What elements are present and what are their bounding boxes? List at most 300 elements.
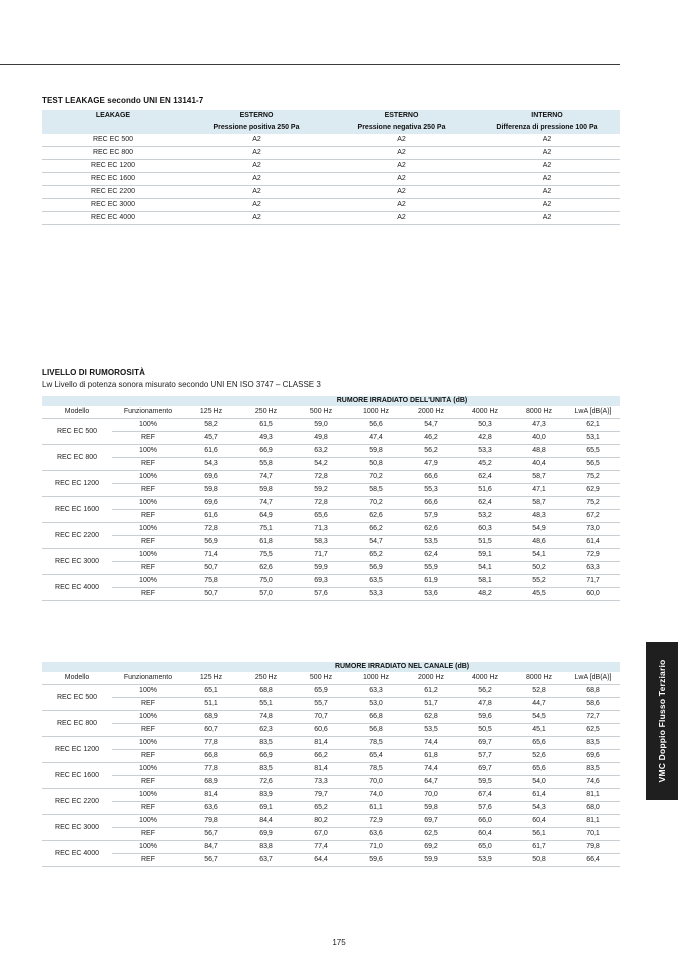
table-row (42, 134, 620, 147)
value-cell: 55,9 (404, 562, 458, 575)
model-cell: REC EC 800 (42, 711, 112, 737)
model-cell: REC EC 3000 (42, 549, 112, 575)
noise-unit-group-spacer (42, 396, 184, 406)
value-cell: 55,7 (294, 698, 348, 711)
value-cell: 62,6 (238, 562, 294, 575)
value-cell: 65,6 (512, 763, 566, 776)
table-row (42, 802, 620, 815)
leakage-class-cell: A2 (329, 199, 474, 212)
value-cell: 62,8 (404, 711, 458, 724)
value-cell: 53,3 (348, 588, 404, 601)
mode-cell: REF (112, 484, 184, 497)
value-cell: 75,1 (238, 523, 294, 536)
table-row (42, 173, 620, 186)
value-cell: 67,2 (566, 510, 620, 523)
value-cell: 59,8 (348, 445, 404, 458)
mode-cell: 100% (112, 497, 184, 510)
value-cell: 51,1 (184, 698, 238, 711)
leakage-class-cell: A2 (474, 160, 620, 173)
value-cell: 69,9 (238, 828, 294, 841)
value-cell: 45,1 (512, 724, 566, 737)
noise-unit-group-header: RUMORE IRRADIATO DELL'UNITÀ (dB) (184, 396, 620, 406)
column-header: 250 Hz (238, 672, 294, 685)
value-cell: 54,9 (512, 523, 566, 536)
table-row (42, 458, 620, 471)
value-cell: 65,0 (458, 841, 512, 854)
value-cell: 56,2 (404, 445, 458, 458)
value-cell: 58,2 (184, 419, 238, 432)
value-cell: 61,4 (512, 789, 566, 802)
value-cell: 66,2 (294, 750, 348, 763)
value-cell: 69,6 (566, 750, 620, 763)
mode-cell: REF (112, 698, 184, 711)
model-cell: REC EC 500 (42, 685, 112, 711)
value-cell: 47,4 (348, 432, 404, 445)
value-cell: 69,2 (404, 841, 458, 854)
value-cell: 40,4 (512, 458, 566, 471)
value-cell: 53,9 (458, 854, 512, 867)
value-cell: 49,8 (294, 432, 348, 445)
value-cell: 57,6 (294, 588, 348, 601)
value-cell: 60,4 (458, 828, 512, 841)
value-cell: 65,5 (566, 445, 620, 458)
value-cell: 62,6 (404, 523, 458, 536)
value-cell: 63,2 (294, 445, 348, 458)
table-row (42, 523, 620, 536)
value-cell: 56,9 (184, 536, 238, 549)
value-cell: 81,1 (566, 815, 620, 828)
value-cell: 68,8 (566, 685, 620, 698)
column-header: 4000 Hz (458, 406, 512, 419)
table-row (42, 789, 620, 802)
value-cell: 53,3 (458, 445, 512, 458)
leakage-class-cell: A2 (329, 147, 474, 160)
value-cell: 72,8 (294, 471, 348, 484)
value-cell: 56,6 (348, 419, 404, 432)
mode-cell: 100% (112, 471, 184, 484)
value-cell: 53,5 (404, 724, 458, 737)
value-cell: 56,7 (184, 828, 238, 841)
value-cell: 49,3 (238, 432, 294, 445)
model-cell: REC EC 1600 (42, 497, 112, 523)
table-row (42, 698, 620, 711)
table-row (42, 575, 620, 588)
mode-cell: REF (112, 458, 184, 471)
mode-cell: REF (112, 536, 184, 549)
table-row (42, 212, 620, 225)
leakage-class-cell: A2 (329, 186, 474, 199)
noise-duct-group-row (42, 662, 620, 672)
value-cell: 59,8 (238, 484, 294, 497)
value-cell: 61,2 (404, 685, 458, 698)
value-cell: 58,7 (512, 471, 566, 484)
value-cell: 47,1 (512, 484, 566, 497)
value-cell: 75,2 (566, 471, 620, 484)
value-cell: 62,1 (566, 419, 620, 432)
value-cell: 66,9 (238, 750, 294, 763)
value-cell: 66,8 (348, 711, 404, 724)
value-cell: 62,3 (238, 724, 294, 737)
value-cell: 64,4 (294, 854, 348, 867)
leakage-subheader: Pressione positiva 250 Pa (184, 122, 329, 134)
noise-duct-table (42, 662, 620, 867)
column-header: Funzionamento (112, 672, 184, 685)
value-cell: 62,6 (348, 510, 404, 523)
value-cell: 63,7 (238, 854, 294, 867)
value-cell: 72,6 (238, 776, 294, 789)
value-cell: 65,2 (294, 802, 348, 815)
mode-cell: 100% (112, 815, 184, 828)
table-row (42, 419, 620, 432)
value-cell: 75,5 (238, 549, 294, 562)
column-header: 2000 Hz (404, 672, 458, 685)
value-cell: 66,6 (404, 471, 458, 484)
value-cell: 61,5 (238, 419, 294, 432)
value-cell: 59,5 (458, 776, 512, 789)
leakage-class-cell: A2 (474, 134, 620, 147)
model-cell: REC EC 500 (42, 419, 112, 445)
value-cell: 54,3 (512, 802, 566, 815)
noise-duct-column-row (42, 672, 620, 685)
value-cell: 83,9 (238, 789, 294, 802)
value-cell: 55,2 (512, 575, 566, 588)
column-header: 8000 Hz (512, 672, 566, 685)
value-cell: 51,7 (404, 698, 458, 711)
value-cell: 57,7 (458, 750, 512, 763)
value-cell: 45,5 (512, 588, 566, 601)
value-cell: 44,7 (512, 698, 566, 711)
value-cell: 42,8 (458, 432, 512, 445)
model-cell: REC EC 4000 (42, 212, 184, 225)
mode-cell: 100% (112, 711, 184, 724)
value-cell: 50,3 (458, 419, 512, 432)
value-cell: 51,5 (458, 536, 512, 549)
noise-unit-body (42, 419, 620, 601)
leakage-class-cell: A2 (184, 173, 329, 186)
mode-cell: REF (112, 750, 184, 763)
value-cell: 45,2 (458, 458, 512, 471)
leakage-class-cell: A2 (474, 173, 620, 186)
value-cell: 83,5 (566, 763, 620, 776)
column-header: 500 Hz (294, 672, 348, 685)
column-header: 1000 Hz (348, 672, 404, 685)
model-cell: REC EC 3000 (42, 815, 112, 841)
value-cell: 59,2 (294, 484, 348, 497)
noise-subtitle: Lw Livello di potenza sonora misurato secondo UNI EN ISO 3747 – CLASSE 3 (42, 380, 321, 389)
value-cell: 80,2 (294, 815, 348, 828)
value-cell: 83,8 (238, 841, 294, 854)
value-cell: 75,0 (238, 575, 294, 588)
value-cell: 63,6 (184, 802, 238, 815)
value-cell: 61,7 (512, 841, 566, 854)
model-cell: REC EC 2200 (42, 523, 112, 549)
leakage-class-cell: A2 (329, 160, 474, 173)
value-cell: 58,5 (348, 484, 404, 497)
top-rule (0, 64, 620, 65)
value-cell: 81,1 (566, 789, 620, 802)
value-cell: 69,3 (294, 575, 348, 588)
value-cell: 54,2 (294, 458, 348, 471)
value-cell: 54,7 (348, 536, 404, 549)
mode-cell: REF (112, 510, 184, 523)
table-row (42, 588, 620, 601)
mode-cell: 100% (112, 575, 184, 588)
value-cell: 57,6 (458, 802, 512, 815)
value-cell: 53,1 (566, 432, 620, 445)
model-cell: REC EC 4000 (42, 575, 112, 601)
table-row (42, 750, 620, 763)
value-cell: 53,6 (404, 588, 458, 601)
mode-cell: REF (112, 562, 184, 575)
table-row (42, 828, 620, 841)
model-cell: REC EC 1600 (42, 173, 184, 186)
mode-cell: 100% (112, 419, 184, 432)
table-row (42, 445, 620, 458)
leakage-body (42, 134, 620, 225)
value-cell: 48,3 (512, 510, 566, 523)
value-cell: 84,7 (184, 841, 238, 854)
value-cell: 64,7 (404, 776, 458, 789)
value-cell: 53,0 (348, 698, 404, 711)
mode-cell: REF (112, 776, 184, 789)
value-cell: 65,6 (294, 510, 348, 523)
value-cell: 50,8 (512, 854, 566, 867)
table-row (42, 484, 620, 497)
leakage-title: TEST LEAKAGE secondo UNI EN 13141-7 (42, 96, 204, 105)
value-cell: 51,6 (458, 484, 512, 497)
leakage-class-cell: A2 (184, 212, 329, 225)
table-row (42, 776, 620, 789)
mode-cell: REF (112, 854, 184, 867)
value-cell: 54,7 (404, 419, 458, 432)
value-cell: 70,0 (404, 789, 458, 802)
value-cell: 81,4 (294, 737, 348, 750)
model-cell: REC EC 1200 (42, 160, 184, 173)
value-cell: 68,8 (238, 685, 294, 698)
value-cell: 66,8 (184, 750, 238, 763)
value-cell: 68,0 (566, 802, 620, 815)
value-cell: 56,1 (512, 828, 566, 841)
value-cell: 75,8 (184, 575, 238, 588)
value-cell: 68,9 (184, 711, 238, 724)
value-cell: 54,3 (184, 458, 238, 471)
value-cell: 58,6 (566, 698, 620, 711)
value-cell: 74,4 (404, 737, 458, 750)
noise-unit-table (42, 396, 620, 601)
leakage-class-cell: A2 (184, 134, 329, 147)
mode-cell: 100% (112, 523, 184, 536)
table-row (42, 549, 620, 562)
value-cell: 70,1 (566, 828, 620, 841)
value-cell: 40,0 (512, 432, 566, 445)
leakage-subheader: Differenza di pressione 100 Pa (474, 122, 620, 134)
value-cell: 56,5 (566, 458, 620, 471)
value-cell: 54,5 (512, 711, 566, 724)
value-cell: 84,4 (238, 815, 294, 828)
table-row (42, 432, 620, 445)
column-header: 1000 Hz (348, 406, 404, 419)
value-cell: 50,8 (348, 458, 404, 471)
noise-duct-group-header: RUMORE IRRADIATO NEL CANALE (dB) (184, 662, 620, 672)
mode-cell: REF (112, 802, 184, 815)
value-cell: 78,5 (348, 763, 404, 776)
column-header: Modello (42, 406, 112, 419)
noise-duct-body (42, 685, 620, 867)
column-header: Modello (42, 672, 112, 685)
table-row (42, 562, 620, 575)
model-cell: REC EC 2200 (42, 186, 184, 199)
value-cell: 64,9 (238, 510, 294, 523)
table-row (42, 147, 620, 160)
leakage-subheader (42, 122, 184, 134)
value-cell: 71,4 (184, 549, 238, 562)
value-cell: 72,8 (294, 497, 348, 510)
column-header: Funzionamento (112, 406, 184, 419)
column-header: 125 Hz (184, 406, 238, 419)
value-cell: 70,7 (294, 711, 348, 724)
model-cell: REC EC 4000 (42, 841, 112, 867)
value-cell: 66,2 (348, 523, 404, 536)
value-cell: 62,4 (458, 471, 512, 484)
value-cell: 59,9 (294, 562, 348, 575)
leakage-class-cell: A2 (329, 134, 474, 147)
value-cell: 63,5 (348, 575, 404, 588)
noise-unit-column-row (42, 406, 620, 419)
model-cell: REC EC 800 (42, 445, 112, 471)
mode-cell: 100% (112, 737, 184, 750)
mode-cell: REF (112, 432, 184, 445)
value-cell: 72,7 (566, 711, 620, 724)
model-cell: REC EC 1200 (42, 471, 112, 497)
value-cell: 74,7 (238, 497, 294, 510)
value-cell: 81,4 (184, 789, 238, 802)
table-row (42, 711, 620, 724)
table-row (42, 510, 620, 523)
value-cell: 60,3 (458, 523, 512, 536)
table-row (42, 737, 620, 750)
table-row (42, 186, 620, 199)
leakage-class-cell: A2 (184, 160, 329, 173)
value-cell: 55,3 (404, 484, 458, 497)
column-header: 125 Hz (184, 672, 238, 685)
value-cell: 59,1 (458, 549, 512, 562)
value-cell: 52,6 (512, 750, 566, 763)
value-cell: 50,5 (458, 724, 512, 737)
mode-cell: 100% (112, 789, 184, 802)
value-cell: 72,8 (184, 523, 238, 536)
table-row (42, 763, 620, 776)
value-cell: 56,9 (348, 562, 404, 575)
column-header: 8000 Hz (512, 406, 566, 419)
leakage-class-cell: A2 (329, 212, 474, 225)
value-cell: 59,6 (348, 854, 404, 867)
value-cell: 77,8 (184, 763, 238, 776)
value-cell: 50,7 (184, 588, 238, 601)
value-cell: 60,7 (184, 724, 238, 737)
value-cell: 47,9 (404, 458, 458, 471)
value-cell: 74,8 (238, 711, 294, 724)
value-cell: 61,4 (566, 536, 620, 549)
value-cell: 74,4 (404, 763, 458, 776)
table-row (42, 199, 620, 212)
value-cell: 74,6 (566, 776, 620, 789)
value-cell: 70,2 (348, 497, 404, 510)
column-header: 500 Hz (294, 406, 348, 419)
mode-cell: 100% (112, 841, 184, 854)
value-cell: 68,9 (184, 776, 238, 789)
value-cell: 62,9 (566, 484, 620, 497)
table-row (42, 815, 620, 828)
model-cell: REC EC 1600 (42, 763, 112, 789)
value-cell: 55,1 (238, 698, 294, 711)
value-cell: 61,6 (184, 510, 238, 523)
value-cell: 56,8 (348, 724, 404, 737)
noise-duct-group-spacer (42, 662, 184, 672)
leakage-subheader-row (42, 122, 620, 134)
value-cell: 63,6 (348, 828, 404, 841)
value-cell: 81,4 (294, 763, 348, 776)
value-cell: 58,3 (294, 536, 348, 549)
value-cell: 66,4 (566, 854, 620, 867)
value-cell: 46,2 (404, 432, 458, 445)
value-cell: 69,7 (458, 737, 512, 750)
value-cell: 57,9 (404, 510, 458, 523)
leakage-header-row (42, 110, 620, 122)
value-cell: 65,6 (512, 737, 566, 750)
value-cell: 74,0 (348, 789, 404, 802)
value-cell: 65,2 (348, 549, 404, 562)
value-cell: 54,1 (458, 562, 512, 575)
value-cell: 69,7 (404, 815, 458, 828)
value-cell: 50,2 (512, 562, 566, 575)
value-cell: 71,0 (348, 841, 404, 854)
leakage-class-cell: A2 (184, 186, 329, 199)
model-cell: REC EC 2200 (42, 789, 112, 815)
table-row (42, 497, 620, 510)
value-cell: 52,8 (512, 685, 566, 698)
section-side-tab (646, 642, 678, 800)
value-cell: 72,9 (348, 815, 404, 828)
leakage-class-cell: A2 (474, 212, 620, 225)
table-row (42, 724, 620, 737)
value-cell: 48,6 (512, 536, 566, 549)
value-cell: 57,0 (238, 588, 294, 601)
value-cell: 66,0 (458, 815, 512, 828)
value-cell: 54,0 (512, 776, 566, 789)
value-cell: 83,5 (566, 737, 620, 750)
column-header: LwA [dB(A)] (566, 406, 620, 419)
column-header: 2000 Hz (404, 406, 458, 419)
mode-cell: 100% (112, 445, 184, 458)
value-cell: 54,1 (512, 549, 566, 562)
value-cell: 58,1 (458, 575, 512, 588)
page-number: 175 (332, 938, 346, 947)
value-cell: 62,5 (566, 724, 620, 737)
value-cell: 62,5 (404, 828, 458, 841)
mode-cell: REF (112, 588, 184, 601)
model-cell: REC EC 800 (42, 147, 184, 160)
value-cell: 69,7 (458, 763, 512, 776)
model-cell: REC EC 3000 (42, 199, 184, 212)
leakage-header: ESTERNO (329, 110, 474, 122)
table-row (42, 536, 620, 549)
value-cell: 63,3 (566, 562, 620, 575)
value-cell: 61,8 (238, 536, 294, 549)
value-cell: 63,3 (348, 685, 404, 698)
mode-cell: REF (112, 828, 184, 841)
value-cell: 66,6 (404, 497, 458, 510)
noise-unit-group-row (42, 396, 620, 406)
